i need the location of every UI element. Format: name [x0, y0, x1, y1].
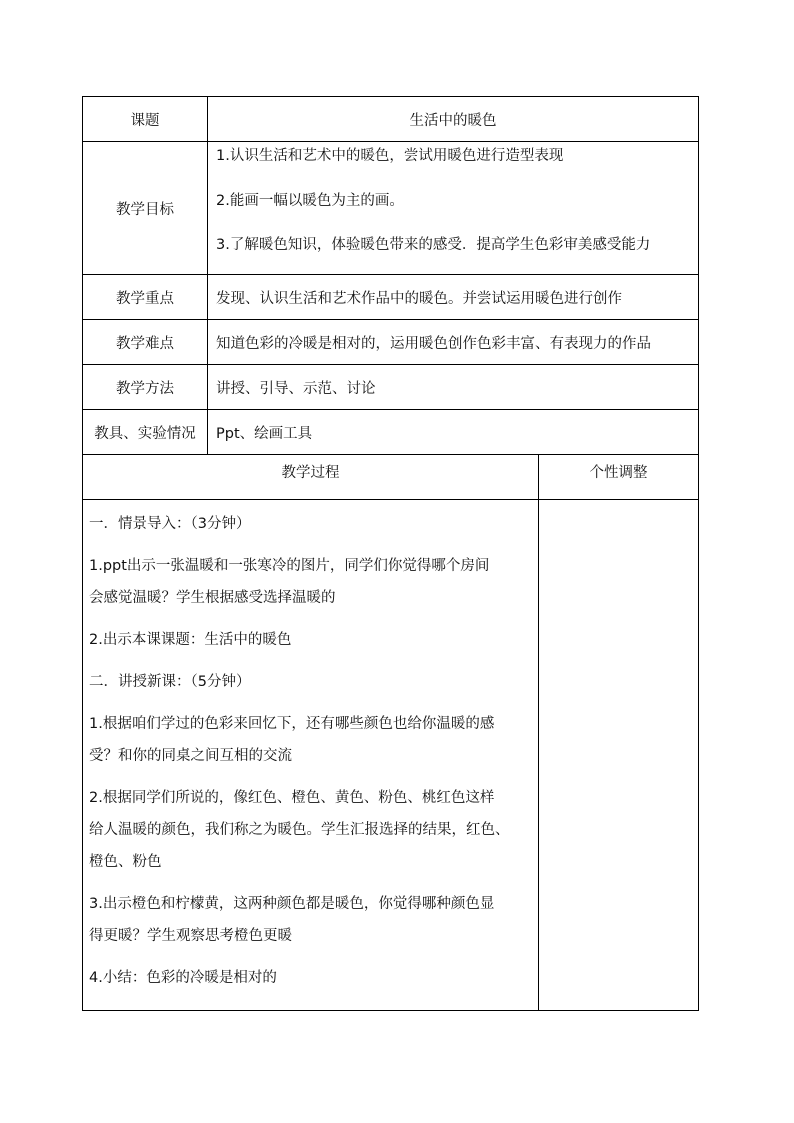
process-paragraph: 给人温暖的颜色，我们称之为暖色。学生汇报选择的结果，红色、: [89, 822, 510, 838]
difficult-points-row: [83, 320, 699, 365]
process-paragraph: 受？和你的同桌之间互相的交流: [89, 748, 292, 764]
topic-row: [83, 97, 699, 142]
process-header-text: 教学过程: [281, 465, 340, 481]
process-paragraph: 3.出示橙色和柠檬黄，这两种颜色都是暖色，你觉得哪种颜色显: [89, 896, 495, 912]
process-paragraph: 一．情景导入：（3分钟）: [89, 516, 251, 532]
key-points-label: 教学重点: [83, 275, 208, 320]
goal-item: 2.能画一幅以暖色为主的画。: [216, 193, 404, 209]
process-header: [83, 455, 539, 500]
topic-value: 生活中的暖色: [208, 97, 699, 142]
goals-cell: [208, 142, 699, 275]
method-value: 讲授、引导、示范、讨论: [208, 365, 699, 410]
process-paragraph: 橙色、粉色: [89, 854, 162, 870]
process-body-row: [83, 500, 699, 1011]
tools-row: [83, 410, 699, 455]
goals-row: [83, 142, 699, 275]
process-paragraph: 1.ppt出示一张温暖和一张寒冷的图片，同学们你觉得哪个房间: [89, 558, 490, 574]
process-paragraph: 得更暖？学生观察思考橙色更暖: [89, 928, 292, 944]
topic-label: 课题: [83, 97, 208, 142]
process-paragraph: 2.出示本课课题：生活中的暖色: [89, 632, 292, 648]
adjust-header-text: 个性调整: [589, 465, 648, 481]
tools-value: Ppt、绘画工具: [208, 410, 699, 455]
process-paragraph: 2.根据同学们所说的，像红色、橙色、黄色、粉色、桃红色这样: [89, 790, 495, 806]
process-paragraph: 1.根据咱们学过的色彩来回忆下，还有哪些颜色也给你温暖的感: [89, 716, 495, 732]
lesson-plan-table: [82, 96, 699, 1011]
difficult-points-value: 知道色彩的冷暖是相对的，运用暖色创作色彩丰富、有表现力的作品: [208, 320, 699, 365]
method-row: [83, 365, 699, 410]
process-paragraph: 会感觉温暖？学生根据感受选择温暖的: [89, 590, 336, 606]
adjust-content: [539, 500, 699, 1011]
tools-label: 教具、实验情况: [83, 410, 208, 455]
process-paragraph: 4.小结：色彩的冷暖是相对的: [89, 970, 277, 986]
key-points-value: 发现、认识生活和艺术作品中的暖色。并尝试运用暖色进行创作: [208, 275, 699, 320]
process-paragraph: 二．讲授新课：（5分钟）: [89, 674, 251, 690]
goals-label: 教学目标: [83, 142, 208, 275]
key-points-row: [83, 275, 699, 320]
difficult-points-label: 教学难点: [83, 320, 208, 365]
adjust-header: [539, 455, 699, 500]
goal-item: 1.认识生活和艺术中的暖色，尝试用暖色进行造型表现: [216, 148, 564, 164]
goal-item: 3.了解暖色知识，体验暖色带来的感受．提高学生色彩审美感受能力: [216, 237, 651, 253]
process-header-row: [83, 455, 699, 500]
method-label: 教学方法: [83, 365, 208, 410]
process-content: [83, 500, 539, 1011]
